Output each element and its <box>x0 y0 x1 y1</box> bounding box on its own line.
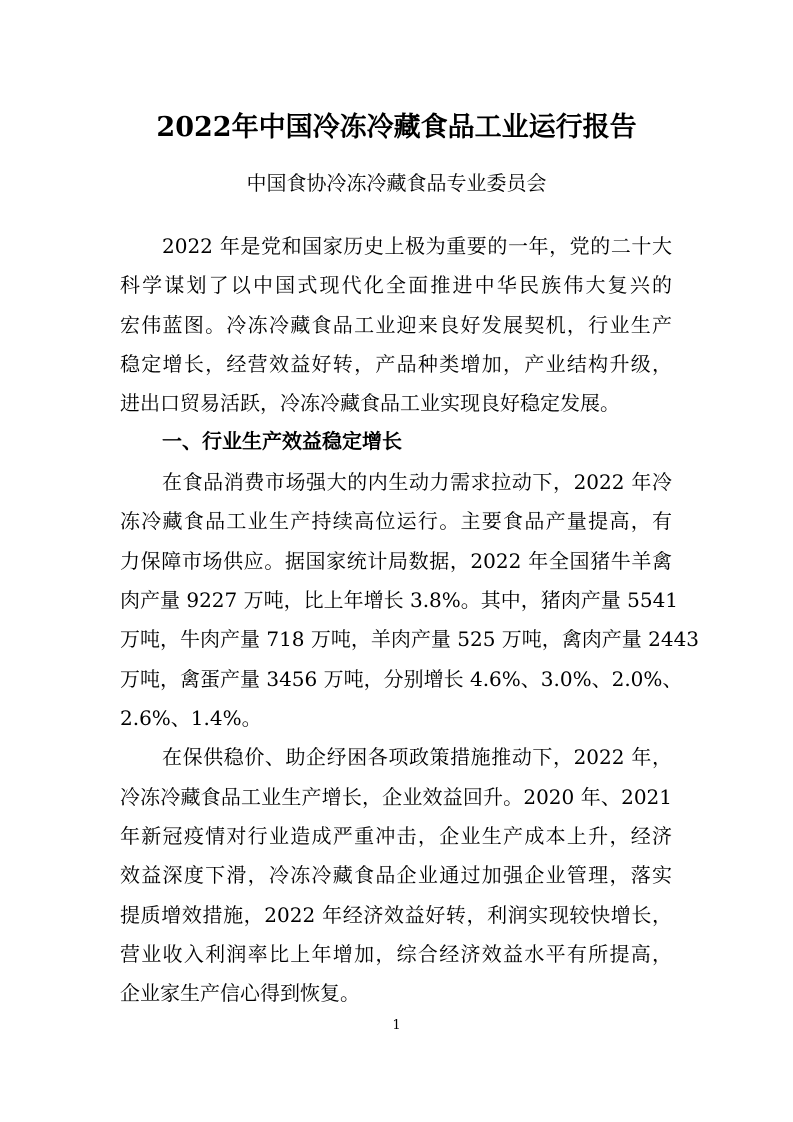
paragraph-line: 稳定增长，经营效益好转，产品种类增加，产业结构升级， <box>120 352 672 376</box>
document-title: 2022年中国冷冻冷藏食品工业运行报告 <box>156 112 637 143</box>
paragraph-line: 企业家生产信心得到恢复。 <box>120 981 360 1005</box>
paragraph-line: 万吨，禽蛋产量 3456 万吨，分别增长 4.6%、3.0%、2.0%、 <box>120 667 683 691</box>
paragraph-line: 营业收入利润率比上年增加，综合经济效益水平有所提高， <box>120 942 672 966</box>
paragraph-line: 在食品消费市场强大的内生动力需求拉动下，2022 年冷 <box>162 470 672 494</box>
paragraph-line: 进出口贸易活跃，冷冻冷藏食品工业实现良好稳定发展。 <box>120 391 620 415</box>
paragraph-line: 万吨，牛肉产量 718 万吨，羊肉产量 525 万吨，禽肉产量 2443 <box>120 627 700 651</box>
paragraph-line: 效益深度下滑，冷冻冷藏食品企业通过加强企业管理，落实 <box>120 863 672 887</box>
paragraph-line: 冻冷藏食品工业生产持续高位运行。主要食品产量提高，有 <box>120 509 672 533</box>
paragraph-line: 年新冠疫情对行业造成严重冲击，企业生产成本上升，经济 <box>120 824 672 848</box>
paragraph-line: 在保供稳价、助企纾困各项政策措施推动下，2022 年， <box>162 745 672 769</box>
section-heading: 一、行业生产效益稳定增长 <box>162 429 402 453</box>
paragraph-line: 提质增效措施，2022 年经济效益好转，利润实现较快增长， <box>120 903 672 927</box>
paragraph-line: 科学谋划了以中国式现代化全面推进中华民族伟大复兴的 <box>120 273 672 297</box>
paragraph-line: 力保障市场供应。据国家统计局数据，2022 年全国猪牛羊禽 <box>120 549 672 573</box>
paragraph-line: 2022 年是党和国家历史上极为重要的一年，党的二十大 <box>162 234 672 258</box>
paragraph-line: 2.6%、1.4%。 <box>120 706 262 730</box>
paragraph-line: 肉产量 9227 万吨，比上年增长 3.8%。其中，猪肉产量 5541 <box>120 588 679 612</box>
paragraph-line: 宏伟蓝图。冷冻冷藏食品工业迎来良好发展契机，行业生产 <box>120 313 672 337</box>
document-subtitle: 中国食协冷冻冷藏食品专业委员会 <box>246 171 547 195</box>
page-number: 1 <box>392 1018 401 1033</box>
paragraph-line: 冷冻冷藏食品工业生产增长，企业效益回升。2020 年、2021 <box>120 785 672 809</box>
